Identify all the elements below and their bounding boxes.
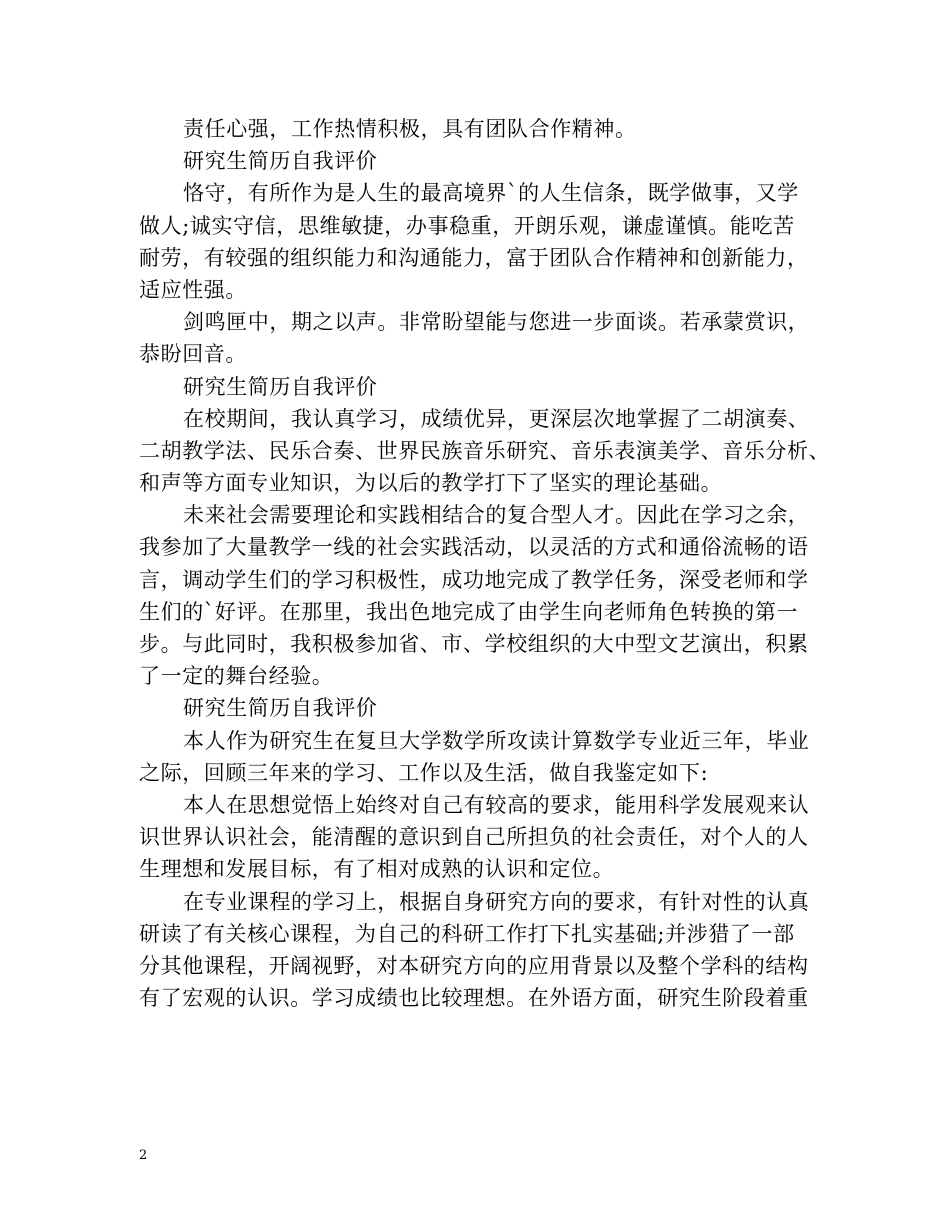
text-line: 有了宏观的认识。学习成绩也比较理想。在外语方面，研究生阶段着重 (139, 986, 809, 1011)
text-line: 恪守，有所作为是人生的最高境界`的人生信条，既学做事，又学 (183, 181, 799, 206)
text-line: 我参加了大量教学一线的社会实践活动，以灵活的方式和通俗流畅的语 (139, 535, 809, 560)
text-line: 生们的`好评。在那里，我出色地完成了由学生向老师角色转换的第一 (139, 599, 799, 624)
text-line: 之际，回顾三年来的学习、工作以及生活，做自我鉴定如下: (139, 760, 709, 785)
text-line: 本人作为研究生在复旦大学数学所攻读计算数学专业近三年，毕业 (183, 728, 810, 753)
text-line: 在校期间，我认真学习，成绩优异，更深层次地掌握了二胡演奏、 (183, 406, 810, 431)
text-line: 研究生简历自我评价 (183, 149, 378, 174)
text-line: 耐劳，有较强的组织能力和沟通能力，富于团队合作精神和创新能力， (139, 245, 809, 270)
text-line: 未来社会需要理论和实践相结合的复合型人才。因此在学习之余， (183, 503, 810, 528)
body-text (139, 113, 831, 1014)
text-line: 和声等方面专业知识，为以后的教学打下了坚实的理论基础。 (139, 471, 723, 496)
text-line: 分其他课程，开阔视野，对本研究方向的应用背景以及整个学科的结构 (139, 953, 809, 978)
text-line: 步。与此同时，我积极参加省、市、学校组织的大中型文艺演出，积累 (139, 632, 809, 656)
text-line: 生理想和发展目标，有了相对成熟的认识和定位。 (139, 857, 615, 882)
text-line: 责任心强，工作热情积极，具有团队合作精神。 (183, 117, 637, 141)
text-line: 言，调动学生们的学习积极性，成功地完成了教学任务，深受老师和学 (139, 567, 809, 592)
page-number: 2 (139, 1148, 148, 1163)
text-line: 本人在思想觉悟上始终对自己有较高的要求，能用科学发展观来认 (183, 792, 810, 817)
text-line: 了一定的舞台经验。 (139, 664, 334, 689)
text-line: 在专业课程的学习上，根据自身研究方向的要求，有针对性的认真 (183, 889, 810, 914)
text-line: 恭盼回音。 (139, 342, 247, 367)
text-line: 适应性强。 (139, 277, 247, 302)
text-line: 做人;诚实守信，思维敏捷，办事稳重，开朗乐观，谦虚谨慎。能吃苦 (139, 213, 795, 238)
text-line: 识世界认识社会，能清醒的意识到自己所担负的社会责任，对个人的人 (139, 825, 809, 850)
text-line: 研究生简历自我评价 (183, 696, 378, 721)
text-line: 二胡教学法、民乐合奏、世界民族音乐研究、音乐表演美学、音乐分析、 (139, 438, 831, 463)
text-line: 研究生简历自我评价 (183, 374, 378, 399)
text-line: 剑鸣匣中，期之以声。非常盼望能与您进一步面谈。若承蒙赏识， (183, 310, 810, 335)
text-line: 研读了有关核心课程，为自己的科研工作打下扎实基础;并涉猎了一部 (139, 921, 795, 946)
